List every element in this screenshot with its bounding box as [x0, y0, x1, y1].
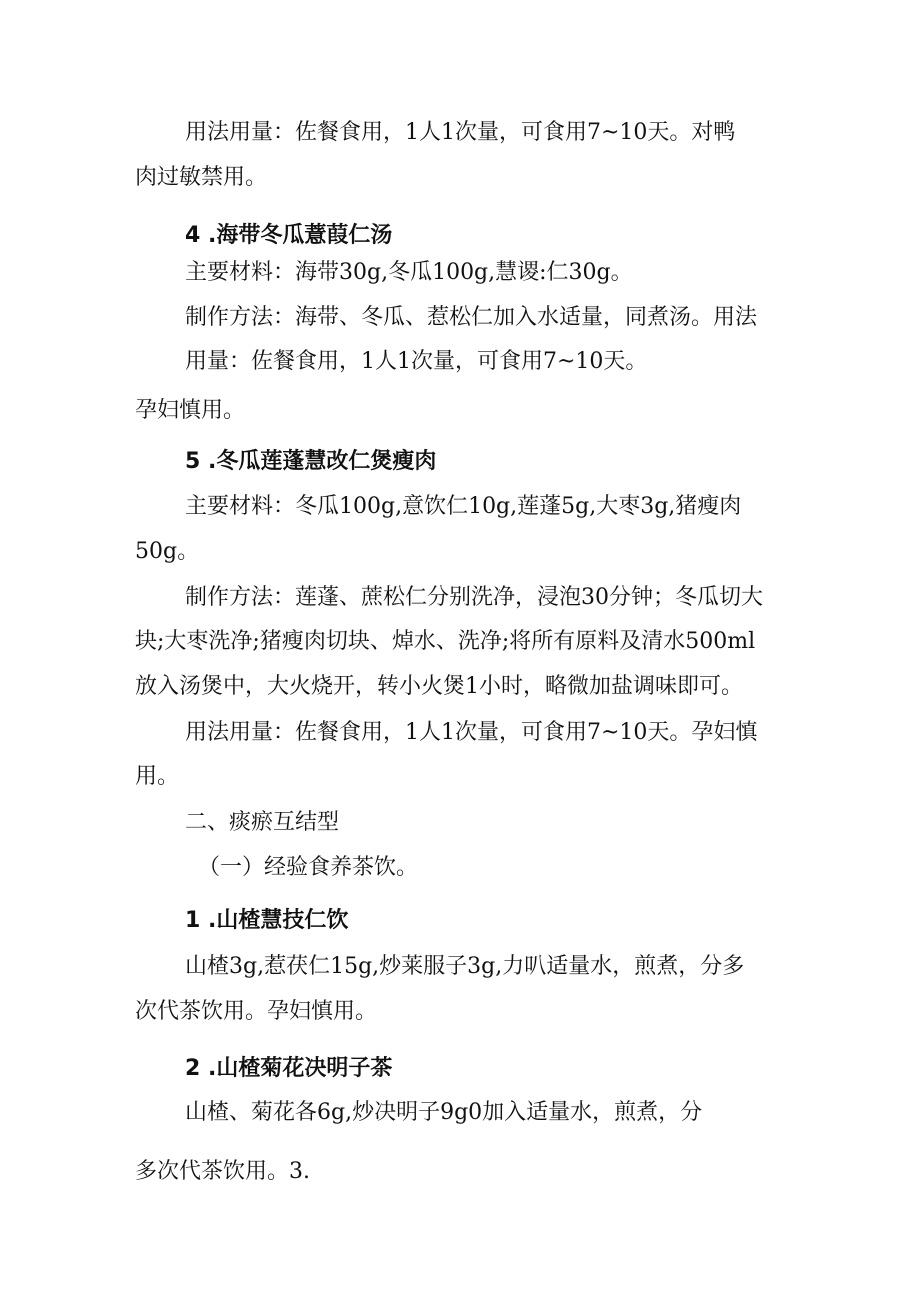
text-line: 多次代茶饮用。3. — [135, 1159, 310, 1184]
text-line: 50g。 — [135, 539, 200, 564]
text-line: 二、痰瘀互结型 — [185, 810, 340, 835]
text-line: 次代茶饮用。孕妇慎用。 — [135, 999, 378, 1024]
section-heading: 2 .山楂菊花决明子茶 — [185, 1056, 393, 1081]
text-line: 放入汤煲中，大火烧开，转小火煲1小时，略微加盐调味即可。 — [135, 674, 743, 699]
text-line: 块;大枣洗净;猪瘦肉切块、焯水、洗净;将所有原料及清水500ml — [135, 629, 756, 654]
text-line: 用。 — [135, 764, 180, 789]
text-line: 用法用量：佐餐食用，1人1次量，可食用7~10天。对鸭 — [185, 120, 736, 145]
text-line: （一）经验食养茶饮。 — [198, 855, 419, 880]
text-line: 肉过敏禁用。 — [135, 165, 268, 190]
section-heading: 5 .冬瓜莲蓬慧改仁煲瘦肉 — [185, 449, 437, 474]
text-line: 主要材料：海带30g,冬瓜100g,慧谡:仁30g。 — [185, 260, 633, 285]
text-line: 孕妇慎用。 — [135, 398, 246, 423]
text-line: 山楂3g,惹茯仁15g,炒莱服子3g,力叭适量水，煎煮，分多 — [185, 954, 745, 979]
text-line: 山楂、菊花各6g,炒决明子9g0加入适量水，煎煮，分 — [185, 1100, 703, 1125]
text-line: 主要材料：冬瓜100g,意饮仁10g,莲蓬5g,大枣3g,猪瘦肉 — [185, 494, 742, 519]
section-heading: 4 .海带冬瓜薏葭仁汤 — [185, 223, 393, 248]
text-line: 制作方法：海带、冬瓜、惹松仁加入水适量，同煮汤。用法 — [185, 305, 758, 330]
text-line: 用法用量：佐餐食用，1人1次量，可食用7~10天。孕妇慎 — [185, 720, 758, 745]
section-heading: 1 .山楂慧技仁饮 — [185, 908, 349, 933]
text-line: 制作方法：莲蓬、蔗松仁分别洗净，浸泡30分钟；冬瓜切大 — [185, 585, 763, 610]
text-line: 用量：佐餐食用，1人1次量，可食用7~10天。 — [185, 349, 648, 374]
